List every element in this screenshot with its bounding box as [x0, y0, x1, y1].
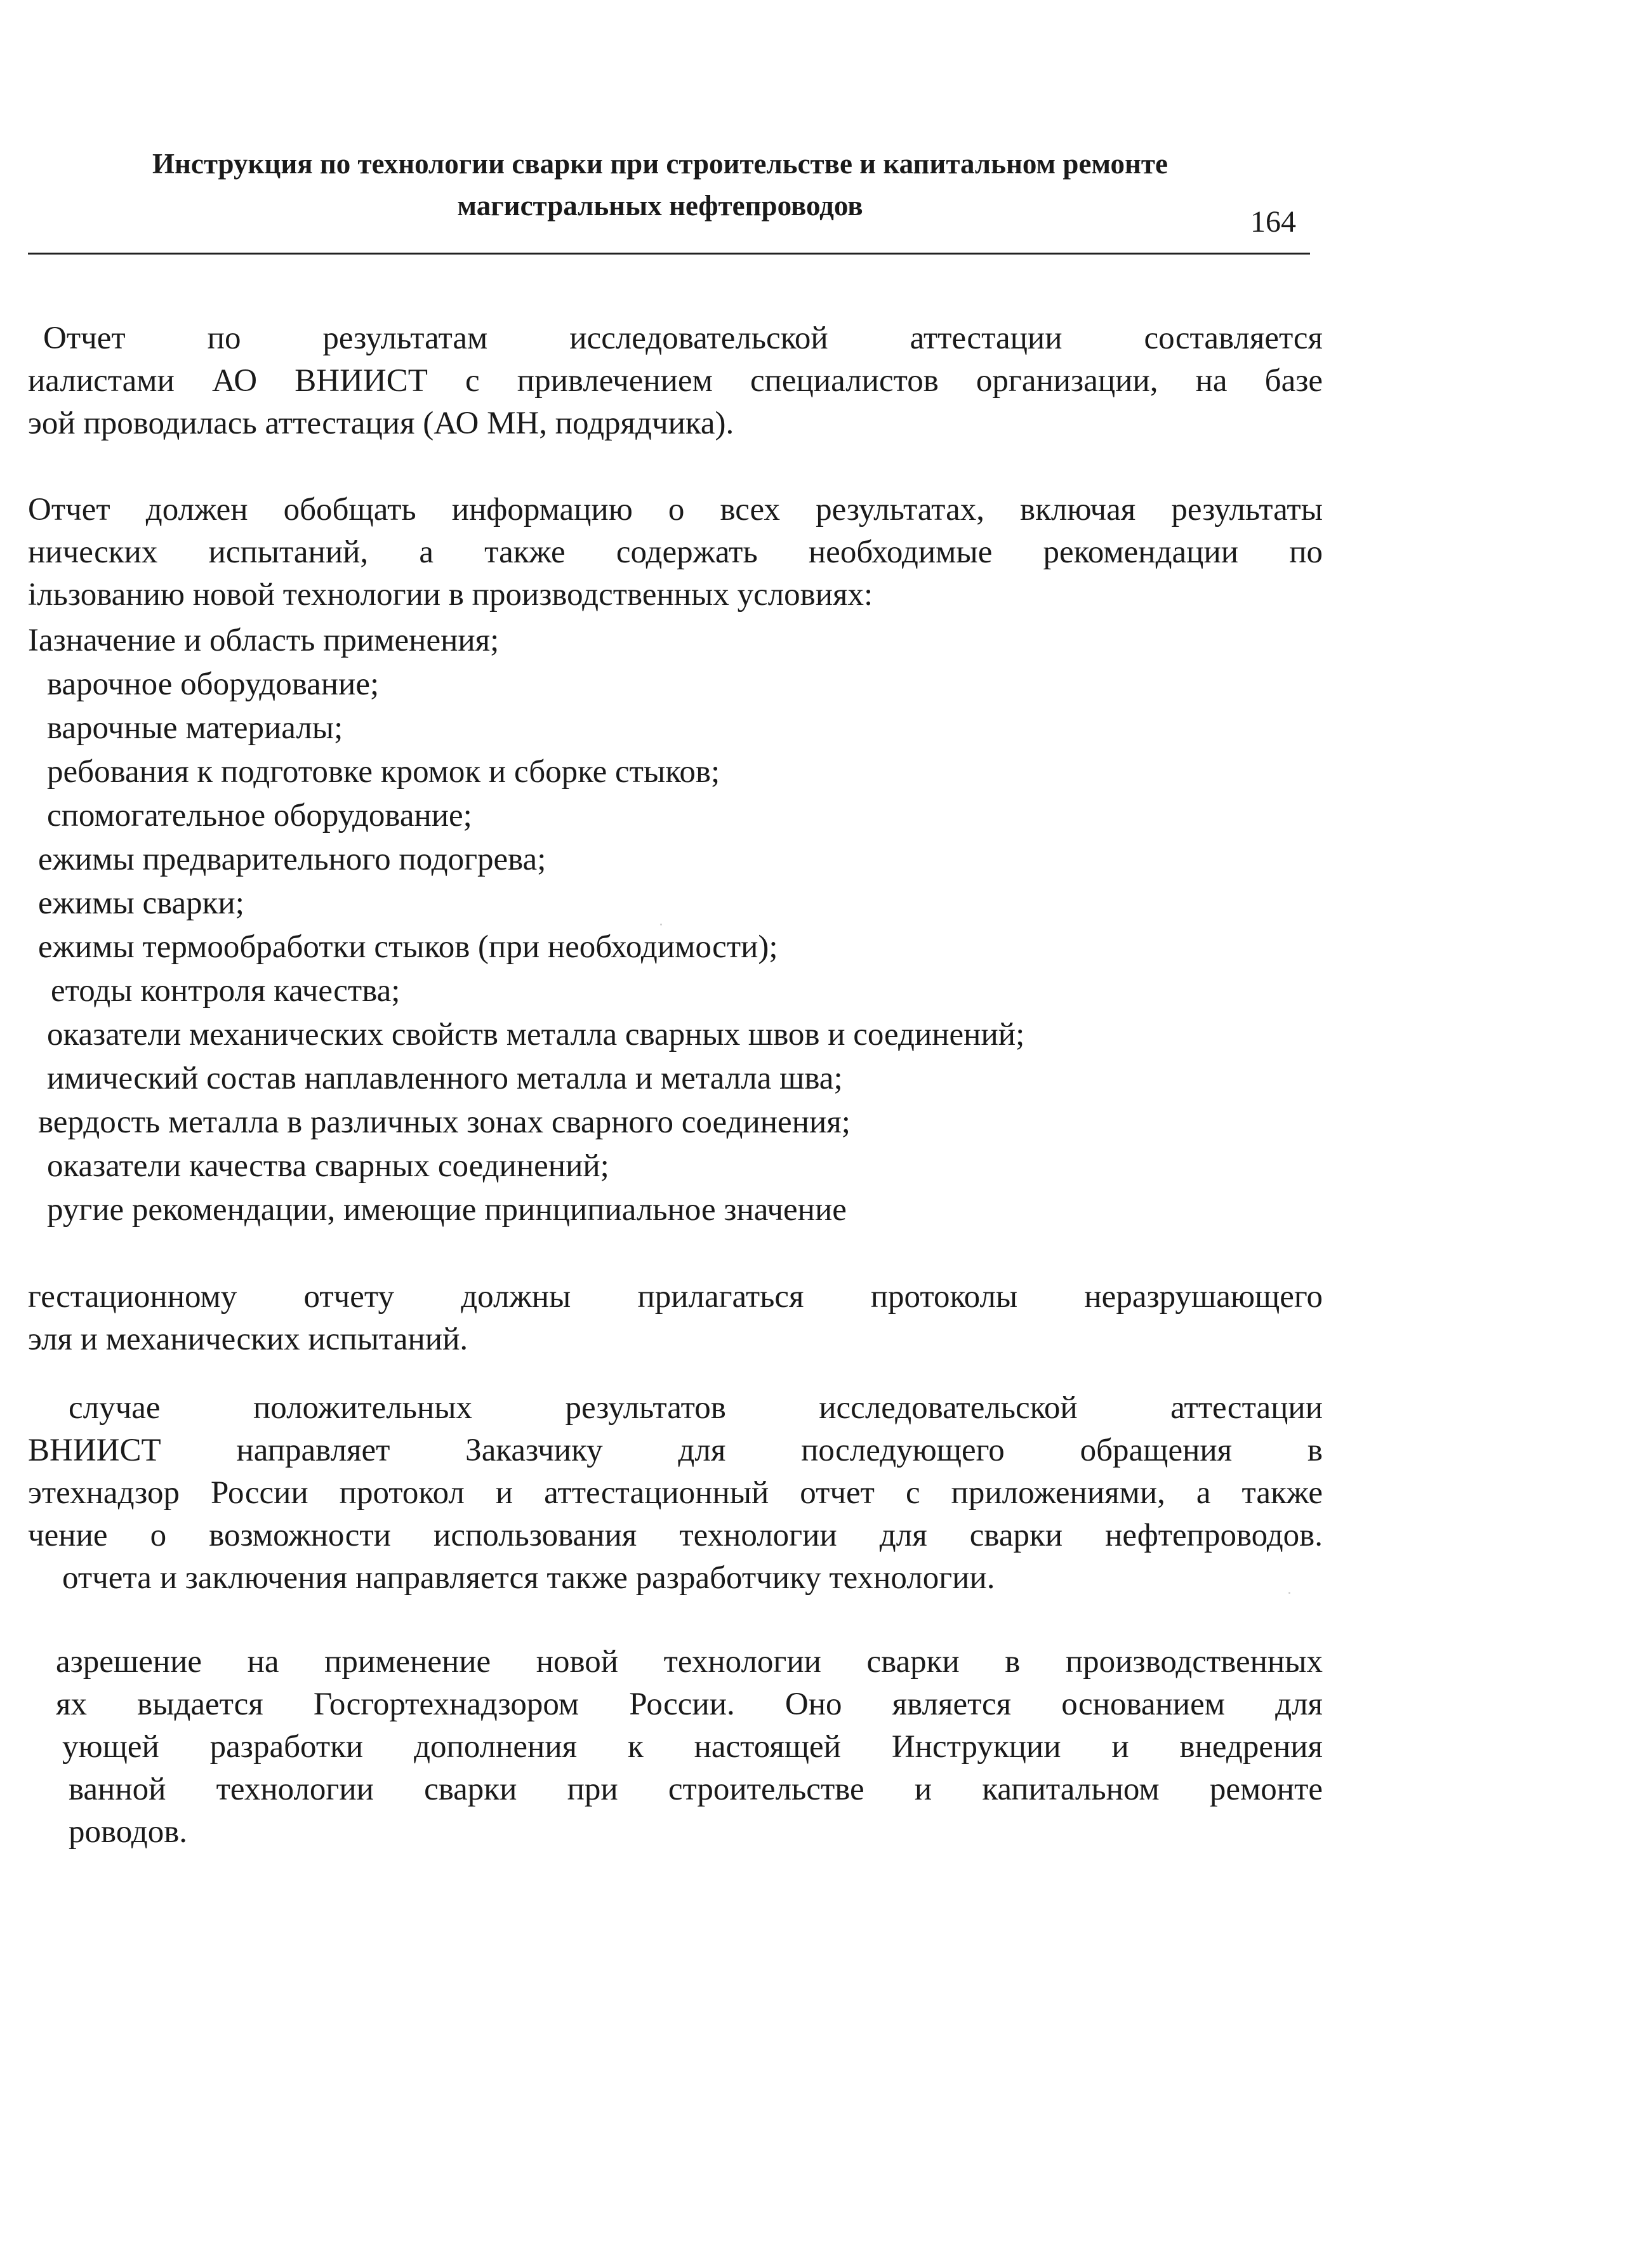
paragraph-attachments [28, 1276, 1323, 1361]
paragraph-line: нических испытаний, а также содержать необходимые рекомендации по [28, 534, 1323, 570]
paragraph-line: ВНИИСТ направляет Заказчику для последующего обращения в [28, 1433, 1323, 1468]
list-item: ежимы термообработки стыков (при необходимости); [38, 929, 778, 965]
header-title-line-1: Инструкция по технологии сварки при строительстве и капитальном ремонте [152, 148, 1168, 180]
list-item: оказатели механических свойств металла сварных швов и соединений; [47, 1017, 1025, 1052]
paragraph-line: эля и механических испытаний. [28, 1322, 468, 1357]
scan-speck [1288, 1592, 1290, 1594]
list-item: Іазначение и область применения; [28, 623, 500, 658]
paragraph-line: ующей разработки дополнения к настоящей Инструкции и внедрения [62, 1729, 1323, 1765]
list-item: оказатели качества сварных соединений; [47, 1148, 609, 1184]
paragraph-line: ільзованию новой технологии в производственных условиях: [28, 577, 873, 613]
paragraph-line: ях выдается Госгортехнадзором России. Оно является основанием для [56, 1687, 1323, 1722]
paragraph-permission [28, 1641, 1323, 1854]
list-item: варочные материалы; [47, 710, 343, 746]
list-item: варочное оборудование; [47, 666, 380, 702]
header-title [38, 143, 1282, 227]
paragraph-line: Отчет должен обобщать информацию о всех результатах, включая результаты [28, 492, 1323, 527]
paragraph-positive-results [28, 1387, 1323, 1600]
list-item: ежимы сварки; [38, 885, 244, 921]
list-item: ребования к подготовке кромок и сборке стыков; [47, 754, 720, 790]
paragraph-report-content [28, 489, 1323, 616]
list-item: вердость металла в различных зонах сварного соединения; [38, 1104, 851, 1140]
paragraph-line: иалистами АО ВНИИСТ с привлечением специалистов организации, на базе [28, 363, 1323, 399]
paragraph-line: азрешение на применение новой технологии сварки в производственных [56, 1644, 1323, 1680]
report-items-list [28, 619, 1323, 1232]
header-title-line-2: магистральных нефтепроводов [457, 190, 863, 222]
paragraph-line: случае положительных результатов исследовательской аттестации [69, 1390, 1323, 1426]
paragraph-line: отчета и заключения направляется также разработчику технологии. [62, 1560, 995, 1596]
paragraph-line: ванной технологии сварки при строительстве и капитальном ремонте [69, 1772, 1323, 1807]
paragraph-report-preparation [28, 317, 1323, 445]
paragraph-line: роводов. [69, 1814, 188, 1850]
paragraph-line: этехнадзор России протокол и аттестационный отчет с приложениями, а также [28, 1475, 1323, 1511]
page-number: 164 [1250, 205, 1296, 239]
list-item: спомогательное оборудование; [47, 798, 472, 833]
list-item: имический состав наплавленного металла и металла шва; [47, 1061, 843, 1096]
scan-speck [660, 924, 662, 925]
header-divider [28, 253, 1310, 255]
paragraph-line: чение о возможности использования технологии для сварки нефтепроводов. [28, 1518, 1323, 1553]
list-item: ежимы предварительного подогрева; [38, 842, 546, 877]
paragraph-line: эой проводилась аттестация (АО МН, подрядчика). [28, 406, 734, 441]
list-item: ругие рекомендации, имеющие принципиальное значение [47, 1192, 847, 1228]
list-item: етоды контроля качества; [51, 973, 400, 1009]
paragraph-line: гестационному отчету должны прилагаться протоколы неразрушающего [28, 1279, 1323, 1315]
paragraph-line: Отчет по результатам исследовательской аттестации составляется [43, 321, 1323, 356]
